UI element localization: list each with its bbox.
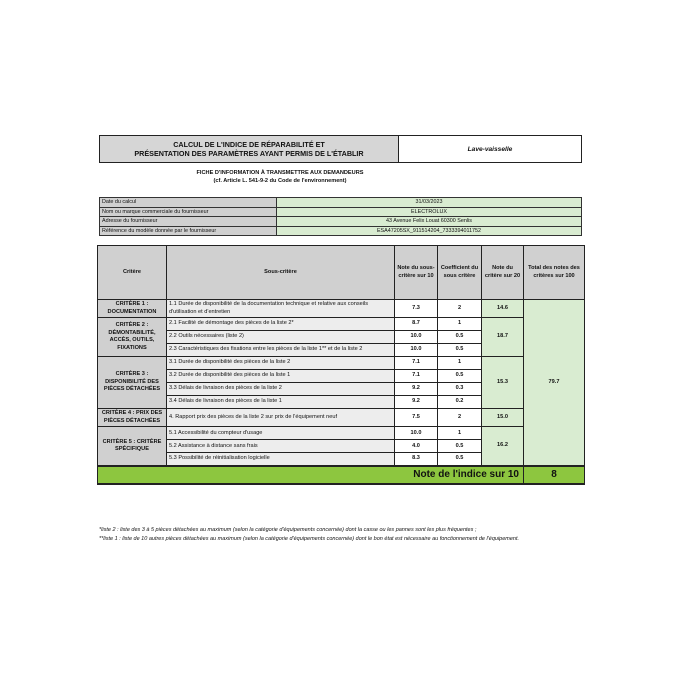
sous-critere-label: 5.2 Assistance à distance sans frais <box>167 440 395 453</box>
sous-critere-note: 7.5 <box>395 409 438 427</box>
table-row <box>98 409 585 427</box>
sous-critere-note: 10.0 <box>395 331 438 344</box>
col-sous-critere: Sous-critère <box>167 246 395 300</box>
critere-1-label: CRITÈRE 1 : DOCUMENTATION <box>98 300 167 318</box>
info-label: Adresse du fournisseur <box>100 217 277 227</box>
sous-critere-note: 9.2 <box>395 383 438 396</box>
sous-critere-label: 3.2 Durée de disponibilité des pièces de la liste 1 <box>167 370 395 383</box>
sous-critere-note: 9.2 <box>395 396 438 409</box>
sous-critere-note: 7.3 <box>395 300 438 318</box>
critere-1-note: 14.6 <box>482 300 524 318</box>
sous-critere-note: 7.1 <box>395 370 438 383</box>
sous-critere-note: 8.3 <box>395 453 438 466</box>
table-header-row <box>98 246 585 300</box>
supplier-info-table <box>99 197 582 236</box>
table-row <box>98 357 585 370</box>
sous-critere-label: 3.4 Délais de livraison des pièces de la liste 1 <box>167 396 395 409</box>
sous-critere-coef: 0.5 <box>438 370 482 383</box>
sous-critere-label: 2.1 Facilité de démontage des pièces de la liste 2* <box>167 318 395 331</box>
sous-critere-note: 7.1 <box>395 357 438 370</box>
critere-5-note: 16.2 <box>482 427 524 466</box>
sous-critere-label: 5.3 Possibilité de réinitialisation logicielle <box>167 453 395 466</box>
sous-critere-note: 10.0 <box>395 344 438 357</box>
sous-critere-coef: 1 <box>438 427 482 440</box>
col-critere: Critère <box>98 246 167 300</box>
critere-2-label: CRITÈRE 2 : DÉMONTABILITÉ, ACCÈS, OUTILS, FIXATIONS <box>98 318 167 357</box>
info-label: Référence du modèle donnée par le fournisseur <box>100 226 277 236</box>
sous-critere-coef: 0.3 <box>438 383 482 396</box>
sous-critere-label: 1.1 Durée de disponibilité de la documentation technique et relative aux conseils d'utilisation et d'entretien <box>167 300 395 318</box>
fiche-line-1: FICHE D'INFORMATION À TRANSMETTRE AUX DEMANDEURS <box>196 170 364 176</box>
sous-critere-coef: 0.5 <box>438 344 482 357</box>
critere-2-note: 18.7 <box>482 318 524 357</box>
final-score-label: Note de l'indice sur 10 <box>98 466 524 484</box>
table-row <box>98 300 585 318</box>
info-value: 31/03/2023 <box>277 198 582 208</box>
sous-critere-coef: 1 <box>438 318 482 331</box>
sous-critere-note: 10.0 <box>395 427 438 440</box>
sous-critere-note: 8.7 <box>395 318 438 331</box>
col-note-critere: Note du critère sur 20 <box>482 246 524 300</box>
info-value: ELECTROLUX <box>277 207 582 217</box>
title-line-2: PRÉSENTATION DES PARAMÈTRES AYANT PERMIS DE L'ÉTABLIR <box>134 149 364 158</box>
info-label: Nom ou marque commerciale du fournisseur <box>100 207 277 217</box>
sous-critere-coef: 1 <box>438 357 482 370</box>
sous-critere-label: 2.2 Outils nécessaires (liste 2) <box>167 331 395 344</box>
col-total: Total des notes des critères sur 100 <box>524 246 585 300</box>
title-line-1: CALCUL DE L'INDICE DE RÉPARABILITÉ ET <box>173 140 325 149</box>
sous-critere-label: 5.1 Accessibilité du compteur d'usage <box>167 427 395 440</box>
sous-critere-coef: 0.5 <box>438 331 482 344</box>
table-row <box>98 318 585 331</box>
critere-4-label: CRITÈRE 4 : PRIX DES PIÈCES DÉTACHÉES <box>98 409 167 427</box>
info-label: Date du calcul <box>100 198 277 208</box>
sous-critere-coef: 2 <box>438 300 482 318</box>
footnote-liste-1: **liste 1 : liste de 10 autres pièces détachées au maximum (selon la catégorie d'équipements concernée) dont le bon état est nécessaire au fonctionnement de l'équipement. <box>99 535 520 542</box>
critere-5-label: CRITÈRE 5 : CRITÈRE SPÉCIFIQUE <box>98 427 167 466</box>
total-sur-100: 79.7 <box>524 300 585 466</box>
header-box <box>99 135 582 163</box>
critere-3-note: 15.3 <box>482 357 524 409</box>
sous-critere-coef: 0.2 <box>438 396 482 409</box>
sous-critere-label: 3.1 Durée de disponibilité des pièces de la liste 2 <box>167 357 395 370</box>
info-value: 43 Avenue Felix Louat 60300 Senlis <box>277 217 582 227</box>
info-row-reference <box>100 226 582 236</box>
col-coefficient: Coefficient du sous critère <box>438 246 482 300</box>
sous-critere-label: 3.3 Délais de livraison des pièces de la liste 2 <box>167 383 395 396</box>
col-note-sous-critere: Note du sous-critère sur 10 <box>395 246 438 300</box>
document-title <box>100 136 399 162</box>
sous-critere-coef: 0.5 <box>438 440 482 453</box>
footnotes <box>99 526 569 543</box>
info-row-date <box>100 198 582 208</box>
sous-critere-label: 4. Rapport prix des pièces de la liste 2 sur prix de l'équipement neuf <box>167 409 395 427</box>
fiche-line-2: (cf. Article L. 541-9-2 du Code de l'environnement) <box>213 177 347 184</box>
fiche-heading <box>150 170 410 185</box>
final-score-value: 8 <box>524 466 585 484</box>
sous-critere-coef: 2 <box>438 409 482 427</box>
sous-critere-label: 2.3 Caractéristiques des fixations entre les pièces de la liste 1** et de la liste 2 <box>167 344 395 357</box>
table-row <box>98 427 585 440</box>
footnote-liste-2: *liste 2 : liste des 3 à 5 pièces détachées au maximum (selon la catégorie d'équipements concernée) dont la casse ou les pannes sont les plus fréquentes ; <box>99 527 477 533</box>
info-row-address <box>100 217 582 227</box>
sous-critere-coef: 0.5 <box>438 453 482 466</box>
sous-critere-note: 4.0 <box>395 440 438 453</box>
critere-3-label: CRITÈRE 3 : DISPONIBILITÉ DES PIÈCES DÉTACHÉES <box>98 357 167 409</box>
critere-4-note: 15.0 <box>482 409 524 427</box>
repairability-table <box>97 245 585 485</box>
final-score-row <box>98 466 585 484</box>
info-value: ESA47205SX_911514204_7333394011752 <box>277 226 582 236</box>
product-type: Lave-vaisselle <box>467 145 513 153</box>
info-row-brand <box>100 207 582 217</box>
